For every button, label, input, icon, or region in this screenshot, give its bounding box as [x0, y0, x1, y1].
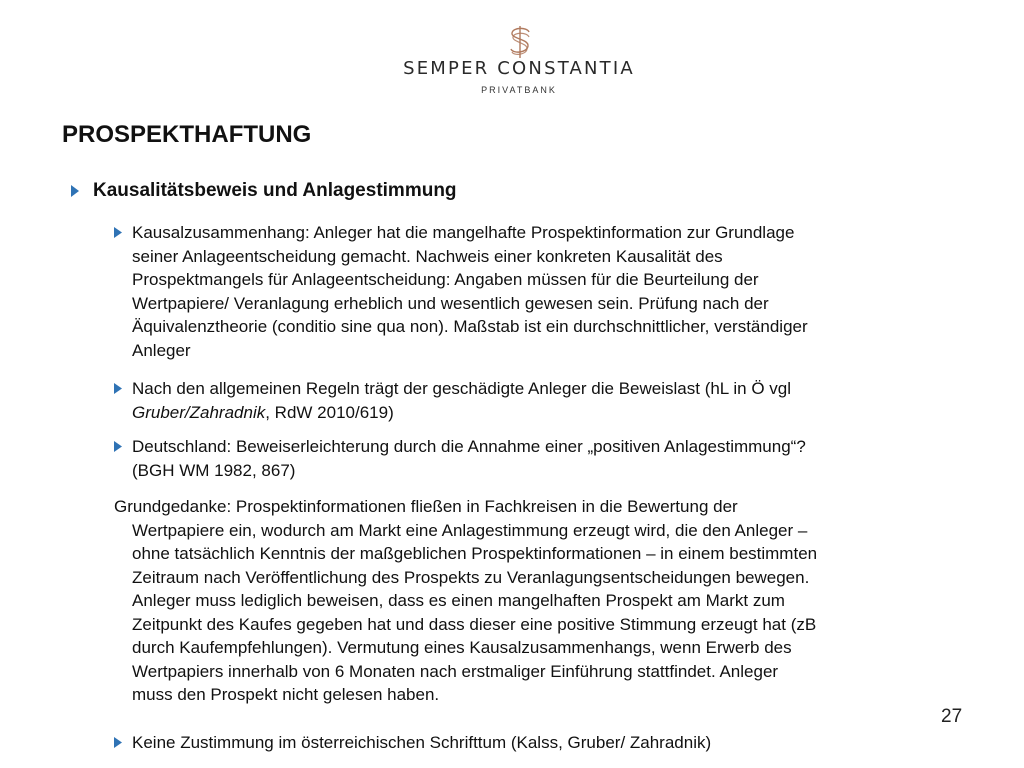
bullet-deutschland — [114, 435, 934, 482]
text-line: muss den Prospekt nicht gelesen haben. — [132, 685, 440, 704]
triangle-right-icon — [114, 227, 122, 238]
brand-name: SEMPER CONSTANTIA — [403, 58, 635, 79]
text-line: Anleger — [132, 340, 191, 360]
text-line: durch Kaufempfehlungen). Vermutung eines Kausalzusammenhangs, wenn Erwerb des — [132, 638, 792, 657]
semper-constantia-monogram-icon — [505, 25, 535, 59]
triangle-right-icon — [70, 185, 80, 197]
bullet-keine-zustimmung — [114, 731, 934, 755]
bullet-text — [114, 731, 934, 755]
bullet-text — [114, 377, 934, 424]
text-line: Prospektmangels für Anlageentscheidung: Angaben müssen für die Beurteilung der — [132, 270, 759, 289]
triangle-right-icon — [114, 441, 122, 452]
brand-subtitle: PRIVATBANK — [481, 85, 557, 95]
grundgedanke-paragraph — [114, 495, 944, 707]
bullet-kausalzusammenhang — [114, 221, 934, 362]
text-line: Grundgedanke: Prospektinformationen fließen in Fachkreisen in die Bewertung der — [114, 497, 738, 516]
bullet-beweislast — [114, 377, 934, 424]
text-line: Wertpapiere ein, wodurch am Markt eine Anlagestimmung erzeugt wird, die den Anleger – — [132, 520, 808, 540]
text-line: Keine Zustimmung im österreichischen Schrifttum (Kalss, Gruber/ Zahradnik) — [132, 733, 712, 752]
text-line: (BGH WM 1982, 867) — [132, 460, 296, 480]
citation-authors: Gruber/Zahradnik — [132, 402, 266, 422]
text-line: seiner Anlageentscheidung gemacht. Nachweis einer konkreten Kausalität des — [132, 246, 723, 266]
text-line: ohne tatsächlich Kenntnis der maßgeblichen Prospektinformationen – in einem bestimmten — [132, 544, 818, 563]
text-line — [132, 401, 934, 425]
section-heading-text: Kausalitätsbeweis und Anlagestimmung — [93, 180, 457, 201]
text-line: Wertpapiere/ Veranlagung erheblich und wesentlich gewesen sein. Prüfung nach der — [132, 293, 769, 313]
bullet-text — [114, 435, 934, 482]
text-line: Kausalzusammenhang: Anleger hat die mangelhafte Prospektinformation zur Grundlage — [132, 223, 795, 242]
bullet-text — [114, 221, 934, 362]
text-line: Wertpapiers innerhalb von 6 Monaten nach erstmaliger Einführung stattfindet. Anleger — [132, 661, 779, 681]
triangle-right-icon — [114, 383, 122, 394]
text-line: Zeitpunkt des Kaufes gegeben hat und dass dieser eine positive Stimmung erzeugt hat (zB — [132, 614, 817, 634]
text-line: Äquivalenztheorie (conditio sine qua non). Maßstab ist ein durchschnittlicher, verständiger — [132, 317, 808, 336]
section-heading — [70, 180, 457, 202]
citation-source: , RdW 2010/619) — [265, 402, 394, 422]
text-line: Nach den allgemeinen Regeln trägt der geschädigte Anleger die Beweislast (hL in Ö vgl — [132, 379, 791, 398]
page-number: 27 — [941, 706, 963, 727]
text-line: Zeitraum nach Veröffentlichung des Prospekts zu Veranlagungsentscheidungen bewegen. — [132, 567, 810, 587]
text-line: Deutschland: Beweiserleichterung durch die Annahme einer „positiven Anlagestimmung“? — [132, 437, 806, 456]
text-line: Anleger muss lediglich beweisen, dass es einen mangelhaften Prospekt am Markt zum — [132, 591, 785, 610]
triangle-right-icon — [114, 737, 122, 748]
brand-logo — [0, 0, 1024, 100]
slide-title: PROSPEKTHAFTUNG — [62, 121, 312, 148]
